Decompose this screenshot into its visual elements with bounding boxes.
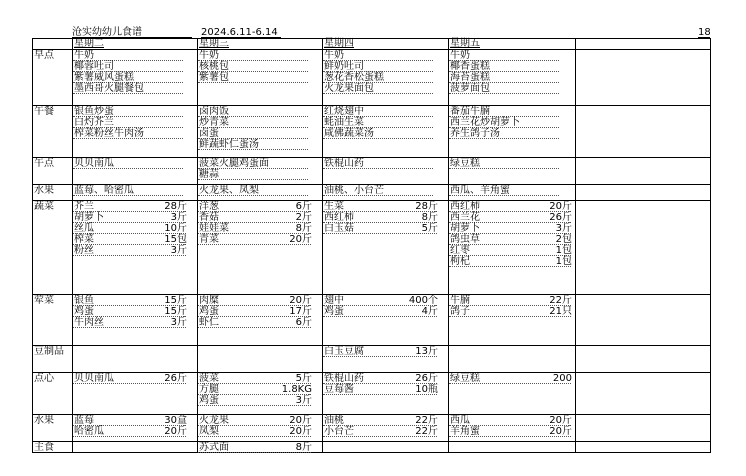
day-header-4: 星期五	[450, 38, 480, 49]
snack-ingredient-name: 方腿	[199, 384, 219, 395]
veg-ingredient-name: 鸽虫草	[450, 234, 480, 245]
row-label-meat: 荤菜	[34, 295, 54, 306]
veg-ingredient-qty: 6斤	[295, 201, 312, 212]
row-label-staple: 主食	[34, 442, 54, 453]
snack-ingredient-name: 豆莓酱	[324, 384, 354, 395]
snack-ingredient-name: 贝贝南瓜	[74, 373, 114, 384]
veg-ingredient-name: 香菇	[199, 212, 219, 223]
breakfast-item: 椰香蛋糕	[450, 61, 490, 72]
veg-ingredient-qty: 8斤	[295, 223, 312, 234]
snack-ingredient-name: 鸡蛋	[199, 395, 219, 406]
veg-ingredient-name: 榨菜	[74, 234, 94, 245]
afternoon-item: 菠菜火腿鸡蛋面	[199, 158, 269, 169]
meat-ingredient-qty: 20斤	[289, 295, 312, 306]
meat-ingredient-qty: 15斤	[164, 306, 187, 317]
meat-ingredient-name: 鸡蛋	[324, 306, 344, 317]
breakfast-item: 葱花香松蛋糕	[324, 72, 384, 83]
fruit_bottom-ingredient-name: 蓝莓	[74, 415, 94, 426]
staple-ingredient-name: 苏式面	[199, 442, 229, 453]
breakfast-item: 牛奶	[74, 50, 94, 61]
breakfast-item: 紫薯威风蛋糕	[74, 72, 134, 83]
veg-ingredient-name: 西红柿	[324, 212, 354, 223]
lunch-item: 养生鸽子汤	[450, 128, 500, 139]
veg-ingredient-name: 芥兰	[74, 201, 94, 212]
veg-ingredient-name: 丝瓜	[74, 223, 94, 234]
day-header-2: 星期三	[199, 38, 229, 49]
date-range: 2024.6.11-6.14	[201, 27, 278, 38]
snack-ingredient-qty: 26斤	[415, 373, 438, 384]
snack-ingredient-name: 菠菜	[199, 373, 219, 384]
lunch-item: 鲜蔬虾仁蛋汤	[199, 139, 259, 150]
veg-ingredient-qty: 3斤	[170, 245, 187, 256]
breakfast-item: 火龙果面包	[324, 83, 374, 94]
afternoon-item: 贝贝南瓜	[74, 158, 114, 169]
meat-ingredient-name: 牛腩	[450, 295, 470, 306]
veg-ingredient-qty: 5斤	[421, 223, 438, 234]
snack-ingredient-qty: 10瓶	[415, 384, 438, 395]
snack-ingredient-qty: 26斤	[164, 373, 187, 384]
afternoon-item: 铁棍山药	[324, 158, 364, 169]
breakfast-item: 牛奶	[324, 50, 344, 61]
veg-ingredient-qty: 10斤	[164, 223, 187, 234]
fruit_bottom-ingredient-name: 西瓜	[450, 415, 470, 426]
meat-ingredient-qty: 17斤	[289, 306, 312, 317]
day-header-1: 星期二	[74, 38, 104, 49]
fruit_top-item: 火龙果、凤梨	[199, 185, 259, 196]
breakfast-item: 椰蓉吐司	[74, 61, 114, 72]
snack-ingredient-name: 铁棍山药	[324, 373, 364, 384]
meat-ingredient-name: 鸡蛋	[74, 306, 94, 317]
fruit_bottom-ingredient-qty: 20斤	[164, 426, 187, 437]
breakfast-item: 牛奶	[450, 50, 470, 61]
meat-ingredient-qty: 21只	[549, 306, 572, 317]
meat-ingredient-qty: 3斤	[170, 317, 187, 328]
meat-ingredient-name: 银鱼	[74, 295, 94, 306]
veg-ingredient-name: 红枣	[450, 245, 470, 256]
snack-ingredient-qty: 1.8KG	[281, 384, 312, 395]
lunch-item: 榨菜粉丝牛肉汤	[74, 128, 144, 139]
meat-ingredient-name: 翅中	[324, 295, 344, 306]
tofu-ingredient-name: 白玉豆腐	[324, 346, 364, 357]
menu-title: 沧实幼幼儿食谱	[72, 27, 142, 38]
lunch-item: 银鱼炒蛋	[74, 106, 114, 117]
meat-ingredient-qty: 4斤	[421, 306, 438, 317]
fruit_bottom-ingredient-name: 油桃	[324, 415, 344, 426]
veg-ingredient-name: 生菜	[324, 201, 344, 212]
fruit_top-item: 蓝莓、哈密瓜	[74, 185, 134, 196]
lunch-item: 西兰花炒胡萝卜	[450, 117, 520, 128]
fruit_bottom-ingredient-name: 凤梨	[199, 426, 219, 437]
meat-ingredient-name: 牛肉丝	[74, 317, 104, 328]
fruit_bottom-ingredient-name: 羊角蜜	[450, 426, 480, 437]
fruit_bottom-ingredient-qty: 20斤	[549, 426, 572, 437]
veg-ingredient-name: 洋葱	[199, 201, 219, 212]
fruit_bottom-ingredient-qty: 30盒	[164, 415, 187, 426]
breakfast-item: 鲜奶吐司	[324, 61, 364, 72]
veg-ingredient-qty: 3斤	[555, 223, 572, 234]
fruit_bottom-ingredient-name: 哈密瓜	[74, 426, 104, 437]
meat-ingredient-name: 鸽子	[450, 306, 470, 317]
veg-ingredient-qty: 20斤	[549, 201, 572, 212]
veg-ingredient-name: 胡萝卜	[74, 212, 104, 223]
snack-ingredient-qty: 5斤	[295, 373, 312, 384]
fruit_bottom-ingredient-name: 火龙果	[199, 415, 229, 426]
row-label-fruit_top: 水果	[34, 185, 54, 196]
lunch-item: 卤蛋	[199, 128, 219, 139]
staple-ingredient-qty: 8斤	[295, 442, 312, 453]
row-label-fruit_bottom: 水果	[34, 415, 54, 426]
snack-ingredient-qty: 200	[552, 373, 572, 384]
veg-ingredient-qty: 3斤	[170, 212, 187, 223]
fruit_bottom-ingredient-qty: 20斤	[289, 415, 312, 426]
lunch-item: 炒青菜	[199, 117, 229, 128]
fruit_bottom-ingredient-qty: 22斤	[415, 426, 438, 437]
meat-ingredient-qty: 15斤	[164, 295, 187, 306]
row-label-afternoon: 午点	[34, 158, 54, 169]
snack-ingredient-name: 绿豆糕	[450, 373, 480, 384]
breakfast-item: 核桃包	[199, 61, 229, 72]
meat-ingredient-qty: 400个	[408, 295, 438, 306]
meat-ingredient-qty: 22斤	[549, 295, 572, 306]
veg-ingredient-name: 枸杞	[450, 256, 470, 267]
veg-ingredient-qty: 2斤	[295, 212, 312, 223]
row-label-lunch: 午餐	[34, 106, 54, 117]
lunch-item: 白灼芥兰	[74, 117, 114, 128]
veg-ingredient-name: 白玉菇	[324, 223, 354, 234]
lunch-item: 卤肉饭	[199, 106, 229, 117]
row-label-breakfast: 早点	[34, 50, 54, 61]
veg-ingredient-name: 青菜	[199, 234, 219, 245]
lunch-item: 番茄牛腩	[450, 106, 490, 117]
lunch-item: 红烧翅中	[324, 106, 364, 117]
fruit_top-item: 西瓜、羊角蜜	[450, 185, 510, 196]
meat-ingredient-name: 虾仁	[199, 317, 219, 328]
veg-ingredient-qty: 26斤	[549, 212, 572, 223]
fruit_bottom-ingredient-qty: 20斤	[549, 415, 572, 426]
page-number: 18	[698, 27, 711, 38]
veg-ingredient-qty: 1包	[555, 256, 572, 267]
breakfast-item: 牛奶	[199, 50, 219, 61]
meat-ingredient-name: 肉糜	[199, 295, 219, 306]
meat-ingredient-qty: 6斤	[295, 317, 312, 328]
veg-ingredient-name: 娃娃菜	[199, 223, 229, 234]
row-label-veg: 蔬菜	[34, 201, 54, 212]
veg-ingredient-name: 粉丝	[74, 245, 94, 256]
afternoon-item: 绿豆糕	[450, 158, 480, 169]
veg-ingredient-name: 胡萝卜	[450, 223, 480, 234]
veg-ingredient-qty: 8斤	[421, 212, 438, 223]
breakfast-item: 墨西哥火腿餐包	[74, 83, 144, 94]
veg-ingredient-name: 西红柿	[450, 201, 480, 212]
fruit_bottom-ingredient-name: 小台芒	[324, 426, 354, 437]
meat-ingredient-name: 鸡蛋	[199, 306, 219, 317]
snack-ingredient-qty: 3斤	[295, 395, 312, 406]
veg-ingredient-qty: 28斤	[164, 201, 187, 212]
row-label-snack: 点心	[34, 373, 54, 384]
afternoon-item: 糖蒜	[199, 169, 219, 180]
veg-ingredient-qty: 15包	[164, 234, 187, 245]
breakfast-item: 海苔蛋糕	[450, 72, 490, 83]
day-header-3: 星期四	[324, 38, 354, 49]
row-label-tofu: 豆制品	[34, 346, 64, 357]
lunch-item: 蚝油生菜	[324, 117, 364, 128]
veg-ingredient-qty: 2包	[555, 234, 572, 245]
lunch-item: 咸佛蔬菜汤	[324, 128, 374, 139]
breakfast-item: 菠萝面包	[450, 83, 490, 94]
fruit_bottom-ingredient-qty: 22斤	[415, 415, 438, 426]
fruit_top-item: 油桃、小台芒	[324, 185, 384, 196]
veg-ingredient-qty: 20斤	[289, 234, 312, 245]
veg-ingredient-name: 西兰花	[450, 212, 480, 223]
veg-ingredient-qty: 1包	[555, 245, 572, 256]
tofu-ingredient-qty: 13斤	[415, 346, 438, 357]
breakfast-item: 紫薯包	[199, 72, 229, 83]
fruit_bottom-ingredient-qty: 20斤	[289, 426, 312, 437]
veg-ingredient-qty: 28斤	[415, 201, 438, 212]
